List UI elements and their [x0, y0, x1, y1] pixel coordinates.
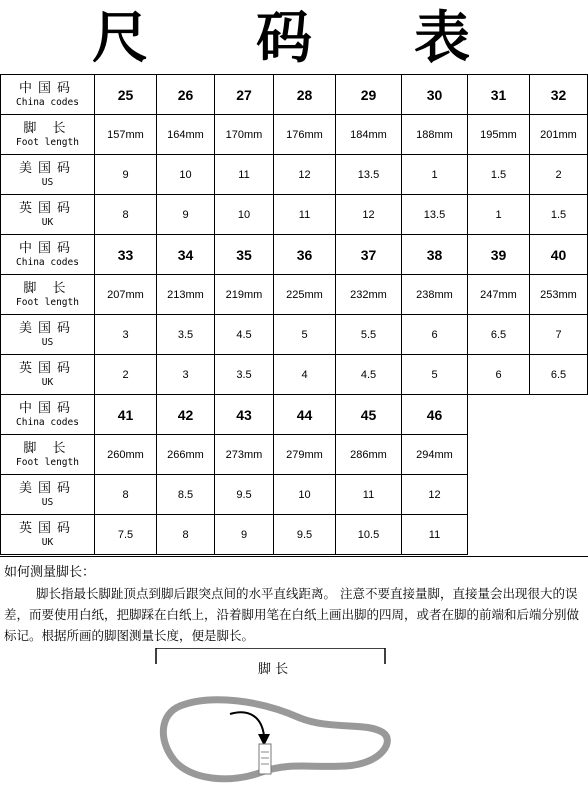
row-label-zh: 中国码 [18, 81, 76, 96]
table-cell: 12 [274, 155, 336, 195]
row-label-zh: 美国码 [18, 321, 76, 336]
table-row-foot [1, 115, 588, 155]
table-cell: 164mm [157, 115, 215, 155]
table-cell: 286mm [336, 435, 402, 475]
row-label-zh: 中国码 [18, 401, 76, 416]
how-to-measure-title: 如何测量脚长： [4, 565, 96, 580]
table-cell: 26 [157, 75, 215, 115]
table-cell: 170mm [215, 115, 274, 155]
table-cell: 9 [95, 155, 157, 195]
page-title [0, 0, 588, 74]
empty-cell [468, 435, 530, 475]
table-cell: 10 [157, 155, 215, 195]
table-cell: 12 [336, 195, 402, 235]
empty-cell [530, 515, 588, 555]
paper-note-icon [259, 744, 271, 774]
row-label-en: China codes [16, 417, 79, 428]
table-cell: 8 [157, 515, 215, 555]
table-row-uk [1, 195, 588, 235]
table-cell: 6 [468, 355, 530, 395]
row-label-uk [1, 355, 95, 395]
table-cell: 10 [274, 475, 336, 515]
table-cell: 225mm [274, 275, 336, 315]
table-cell: 8 [95, 475, 157, 515]
table-cell: 11 [336, 475, 402, 515]
row-label-china [1, 75, 95, 115]
table-cell: 40 [530, 235, 588, 275]
row-label-foot [1, 115, 95, 155]
table-cell: 1.5 [468, 155, 530, 195]
table-cell: 6 [402, 315, 468, 355]
table-cell: 6.5 [468, 315, 530, 355]
table-row-uk [1, 515, 588, 555]
title-char-3: 表 [414, 5, 470, 71]
table-cell: 201mm [530, 115, 588, 155]
table-cell: 29 [336, 75, 402, 115]
table-row-foot [1, 435, 588, 475]
table-cell: 294mm [402, 435, 468, 475]
table-cell: 8.5 [157, 475, 215, 515]
table-cell: 1.5 [530, 195, 588, 235]
table-cell: 3.5 [215, 355, 274, 395]
row-label-en: Foot length [16, 457, 79, 468]
table-cell: 184mm [336, 115, 402, 155]
row-label-en: China codes [16, 97, 79, 108]
table-cell: 260mm [95, 435, 157, 475]
table-row-us [1, 475, 588, 515]
table-cell: 10 [215, 195, 274, 235]
table-cell: 213mm [157, 275, 215, 315]
table-cell: 35 [215, 235, 274, 275]
table-cell: 188mm [402, 115, 468, 155]
foot-length-label: 脚 长 [256, 658, 290, 677]
table-cell: 5.5 [336, 315, 402, 355]
table-cell: 3.5 [157, 315, 215, 355]
table-cell: 31 [468, 75, 530, 115]
table-cell: 38 [402, 235, 468, 275]
table-cell: 253mm [530, 275, 588, 315]
table-cell: 9 [215, 515, 274, 555]
row-label-en: US [41, 177, 54, 188]
table-cell: 9 [157, 195, 215, 235]
table-cell: 30 [402, 75, 468, 115]
table-cell: 4 [274, 355, 336, 395]
foot-outline-icon [163, 700, 387, 779]
table-cell: 11 [402, 515, 468, 555]
table-cell: 157mm [95, 115, 157, 155]
table-cell: 247mm [468, 275, 530, 315]
table-cell: 32 [530, 75, 588, 115]
table-cell: 42 [157, 395, 215, 435]
table-cell: 7.5 [95, 515, 157, 555]
table-cell: 5 [402, 355, 468, 395]
table-cell: 4.5 [336, 355, 402, 395]
table-cell: 2 [530, 155, 588, 195]
table-cell: 39 [468, 235, 530, 275]
empty-cell [530, 435, 588, 475]
table-cell: 36 [274, 235, 336, 275]
table-cell: 207mm [95, 275, 157, 315]
table-cell: 25 [95, 75, 157, 115]
row-label-zh: 脚 长 [23, 281, 72, 296]
row-label-zh: 脚 长 [23, 441, 72, 456]
table-cell: 176mm [274, 115, 336, 155]
row-label-en: US [41, 497, 54, 508]
table-row-uk [1, 355, 588, 395]
table-cell: 1 [468, 195, 530, 235]
row-label-china [1, 235, 95, 275]
table-cell: 13.5 [336, 155, 402, 195]
measure-arrow-curve [230, 712, 264, 736]
title-char-1: 尺 [92, 5, 148, 71]
row-label-zh: 脚 长 [23, 121, 72, 136]
table-cell: 44 [274, 395, 336, 435]
row-label-zh: 英国码 [18, 201, 76, 216]
row-label-en: China codes [16, 257, 79, 268]
table-cell: 11 [215, 155, 274, 195]
table-row-us [1, 155, 588, 195]
row-label-us [1, 475, 95, 515]
row-label-en: UK [41, 537, 54, 548]
table-cell: 7 [530, 315, 588, 355]
row-label-china [1, 395, 95, 435]
table-cell: 13.5 [402, 195, 468, 235]
table-cell: 3 [157, 355, 215, 395]
table-cell: 33 [95, 235, 157, 275]
table-cell: 232mm [336, 275, 402, 315]
table-cell: 5 [274, 315, 336, 355]
table-cell: 10.5 [336, 515, 402, 555]
table-cell: 4.5 [215, 315, 274, 355]
row-label-zh: 中国码 [18, 241, 76, 256]
table-cell: 34 [157, 235, 215, 275]
table-cell: 45 [336, 395, 402, 435]
empty-cell [468, 395, 530, 435]
row-label-foot [1, 435, 95, 475]
table-cell: 219mm [215, 275, 274, 315]
row-label-us [1, 155, 95, 195]
table-cell: 46 [402, 395, 468, 435]
table-cell: 2 [95, 355, 157, 395]
table-cell: 3 [95, 315, 157, 355]
row-label-foot [1, 275, 95, 315]
row-label-zh: 美国码 [18, 161, 76, 176]
row-label-zh: 英国码 [18, 361, 76, 376]
table-cell: 266mm [157, 435, 215, 475]
table-row-china [1, 395, 588, 435]
row-label-zh: 美国码 [18, 481, 76, 496]
table-cell: 8 [95, 195, 157, 235]
table-cell: 9.5 [274, 515, 336, 555]
table-cell: 273mm [215, 435, 274, 475]
row-label-zh: 英国码 [18, 521, 76, 536]
table-row-foot [1, 275, 588, 315]
title-char-2: 码 [256, 5, 312, 71]
row-label-en: UK [41, 377, 54, 388]
table-cell: 43 [215, 395, 274, 435]
row-label-en: Foot length [16, 137, 79, 148]
row-label-us [1, 315, 95, 355]
table-cell: 41 [95, 395, 157, 435]
table-cell: 195mm [468, 115, 530, 155]
table-row-china [1, 235, 588, 275]
table-cell: 279mm [274, 435, 336, 475]
row-label-en: US [41, 337, 54, 348]
empty-cell [468, 515, 530, 555]
table-cell: 27 [215, 75, 274, 115]
row-label-en: Foot length [16, 297, 79, 308]
table-cell: 9.5 [215, 475, 274, 515]
empty-cell [530, 395, 588, 435]
table-cell: 1 [402, 155, 468, 195]
table-cell: 11 [274, 195, 336, 235]
row-label-en: UK [41, 217, 54, 228]
how-to-measure-text: 脚长指最长脚趾顶点到脚后跟突点间的水平直线距离。 注意不要直接量脚，直接量会出现很大的误差，而要使用白纸，把脚踩在白纸上，沿着脚用笔在白纸上画出脚的四周，或者在脚的前端和后端分别做标记。根据所画的脚图测量长度，便是脚长。 [4, 586, 580, 643]
row-label-uk [1, 515, 95, 555]
table-cell: 37 [336, 235, 402, 275]
table-row-us [1, 315, 588, 355]
table-cell: 12 [402, 475, 468, 515]
table-cell: 6.5 [530, 355, 588, 395]
row-label-uk [1, 195, 95, 235]
empty-cell [530, 475, 588, 515]
table-cell: 28 [274, 75, 336, 115]
table-cell: 238mm [402, 275, 468, 315]
table-row-china [1, 75, 588, 115]
empty-cell [468, 475, 530, 515]
size-chart-table [0, 74, 588, 555]
